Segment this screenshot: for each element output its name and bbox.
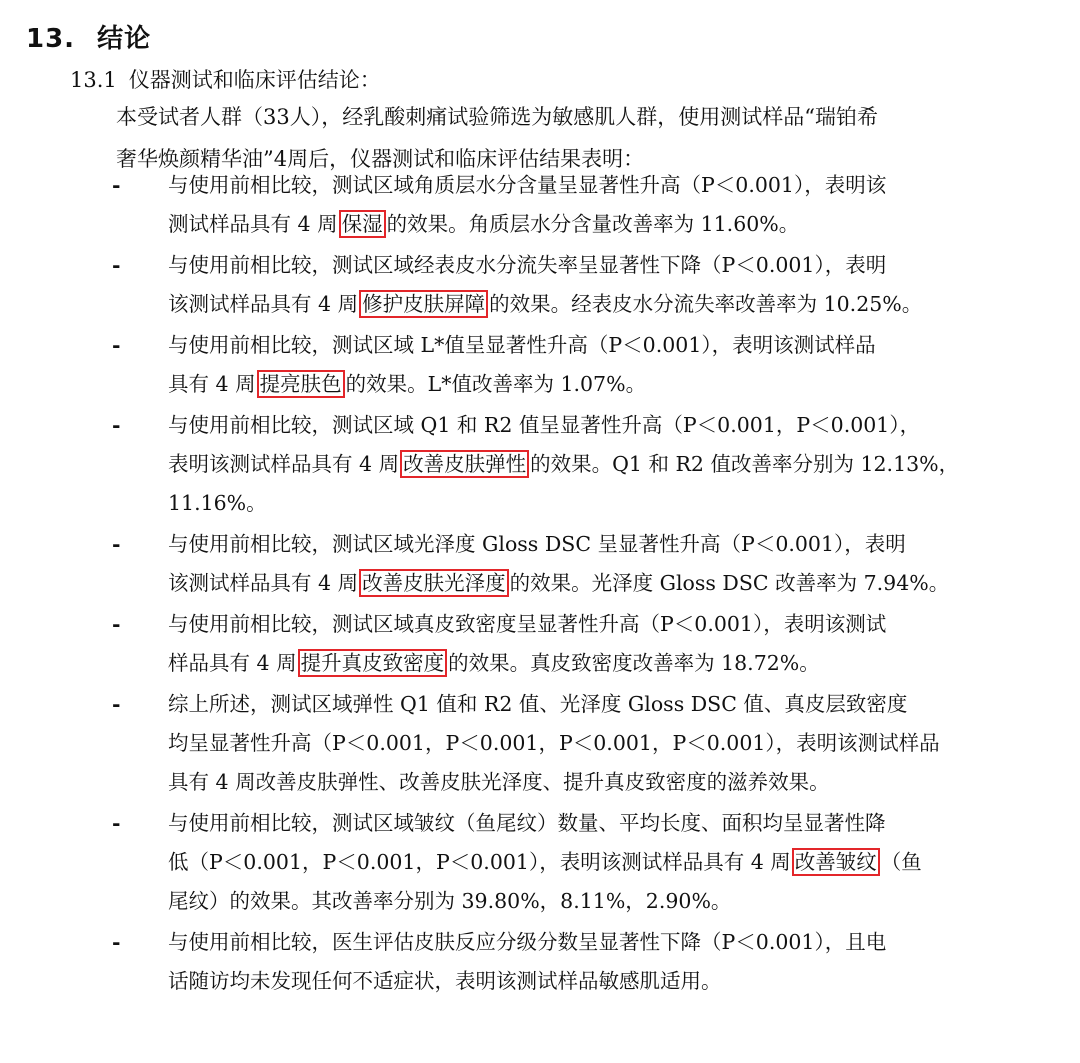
- item-text: 样品具有 4 周: [168, 651, 297, 675]
- conclusion-item: [112, 166, 1042, 244]
- bullet-marker: -: [112, 532, 121, 556]
- item-line: [168, 205, 1042, 244]
- highlighted-term: 提亮肤色: [257, 370, 345, 398]
- item-line: [168, 843, 1042, 882]
- highlighted-term: 改善皮肤光泽度: [359, 569, 509, 597]
- item-text: 表明该测试样品具有 4 周: [168, 452, 400, 476]
- conclusion-item: [112, 804, 1042, 921]
- item-text: 该测试样品具有 4 周: [168, 571, 359, 595]
- item-line: 话随访均未发现任何不适症状，表明该测试样品敏感肌适用。: [168, 969, 722, 993]
- conclusion-item: [112, 605, 1042, 683]
- item-line: [168, 445, 1042, 484]
- item-line: [168, 564, 1042, 603]
- subsection-number: 13.1: [70, 68, 117, 92]
- highlighted-term: 提升真皮致密度: [298, 649, 448, 677]
- bullet-marker: -: [112, 173, 121, 197]
- item-line: 与使用前相比较，测试区域光泽度 Gloss DSC 呈显著性升高（P＜0.001），表明: [168, 532, 906, 556]
- item-line: 均呈显著性升高（P＜0.001，P＜0.001，P＜0.001，P＜0.001），表明该测试样品: [168, 731, 940, 755]
- item-line: 11.16%。: [168, 491, 267, 515]
- item-line: 综上所述，测试区域弹性 Q1 值和 R2 值、光泽度 Gloss DSC 值、真皮层致密度: [168, 692, 908, 716]
- item-text: 的效果。Q1 和 R2 值改善率分别为 12.13%，: [530, 452, 960, 476]
- conclusion-item: [112, 923, 1042, 1001]
- intro-line: 奢华焕颜精华油”4周后，仪器测试和临床评估结果表明：: [116, 147, 645, 171]
- conclusion-list: [112, 166, 1042, 1003]
- highlighted-term: 改善皱纹: [792, 848, 880, 876]
- item-line: 尾纹）的效果。其改善率分别为 39.80%，8.11%，2.90%。: [168, 889, 732, 913]
- bullet-marker: -: [112, 811, 121, 835]
- item-line: 与使用前相比较，测试区域真皮致密度呈显著性升高（P＜0.001），表明该测试: [168, 612, 887, 636]
- conclusion-item: [112, 246, 1042, 324]
- item-line: 与使用前相比较，测试区域 Q1 和 R2 值呈显著性升高（P＜0.001，P＜0.001），: [168, 413, 921, 437]
- item-text: 测试样品具有 4 周: [168, 212, 338, 236]
- item-text: 具有 4 周: [168, 372, 256, 396]
- item-text: 低（P＜0.001，P＜0.001，P＜0.001），表明该测试样品具有 4 周: [168, 850, 791, 874]
- item-line: [168, 644, 1042, 683]
- item-text: 的效果。角质层水分含量改善率为 11.60%。: [386, 212, 800, 236]
- bullet-marker: -: [112, 333, 121, 357]
- item-line: 具有 4 周改善皮肤弹性、改善皮肤光泽度、提升真皮致密度的滋养效果。: [168, 770, 830, 794]
- section-title: 结论: [97, 24, 152, 54]
- item-line: [168, 365, 1042, 404]
- item-line: 与使用前相比较，医生评估皮肤反应分级分数呈显著性下降（P＜0.001），且电: [168, 930, 887, 954]
- bullet-marker: -: [112, 253, 121, 277]
- item-text: 的效果。经表皮水分流失率改善率为 10.25%。: [489, 292, 923, 316]
- bullet-marker: -: [112, 930, 121, 954]
- highlighted-term: 保湿: [339, 210, 386, 238]
- conclusion-item: [112, 326, 1042, 404]
- conclusion-item: [112, 406, 1042, 523]
- bullet-marker: -: [112, 413, 121, 437]
- item-line: [168, 285, 1042, 324]
- item-line: 与使用前相比较，测试区域皱纹（鱼尾纹）数量、平均长度、面积均呈显著性降: [168, 811, 886, 835]
- conclusion-item: [112, 685, 1042, 802]
- subsection-title: 仪器测试和临床评估结论：: [128, 68, 381, 92]
- bullet-marker: -: [112, 612, 121, 636]
- conclusion-item: [112, 525, 1042, 603]
- item-text: 的效果。真皮致密度改善率为 18.72%。: [448, 651, 820, 675]
- item-text: 的效果。光泽度 Gloss DSC 改善率为 7.94%。: [509, 571, 950, 595]
- item-line: 与使用前相比较，测试区域 L*值呈显著性升高（P＜0.001），表明该测试样品: [168, 333, 876, 357]
- section-heading: [26, 18, 151, 55]
- item-line: 与使用前相比较，测试区域角质层水分含量呈显著性升高（P＜0.001），表明该: [168, 173, 887, 197]
- section-number: 13.: [26, 24, 76, 54]
- item-line: 与使用前相比较，测试区域经表皮水分流失率呈显著性下降（P＜0.001），表明: [168, 253, 887, 277]
- item-text: 该测试样品具有 4 周: [168, 292, 359, 316]
- subsection-heading: [70, 64, 381, 94]
- item-text: 的效果。L*值改善率为 1.07%。: [345, 372, 647, 396]
- item-text: （鱼: [880, 850, 922, 874]
- bullet-marker: -: [112, 692, 121, 716]
- highlighted-term: 修护皮肤屏障: [359, 290, 488, 318]
- intro-line: 本受试者人群（33人），经乳酸刺痛试验筛选为敏感肌人群，使用测试样品“瑞铂希: [116, 105, 878, 129]
- highlighted-term: 改善皮肤弹性: [400, 450, 529, 478]
